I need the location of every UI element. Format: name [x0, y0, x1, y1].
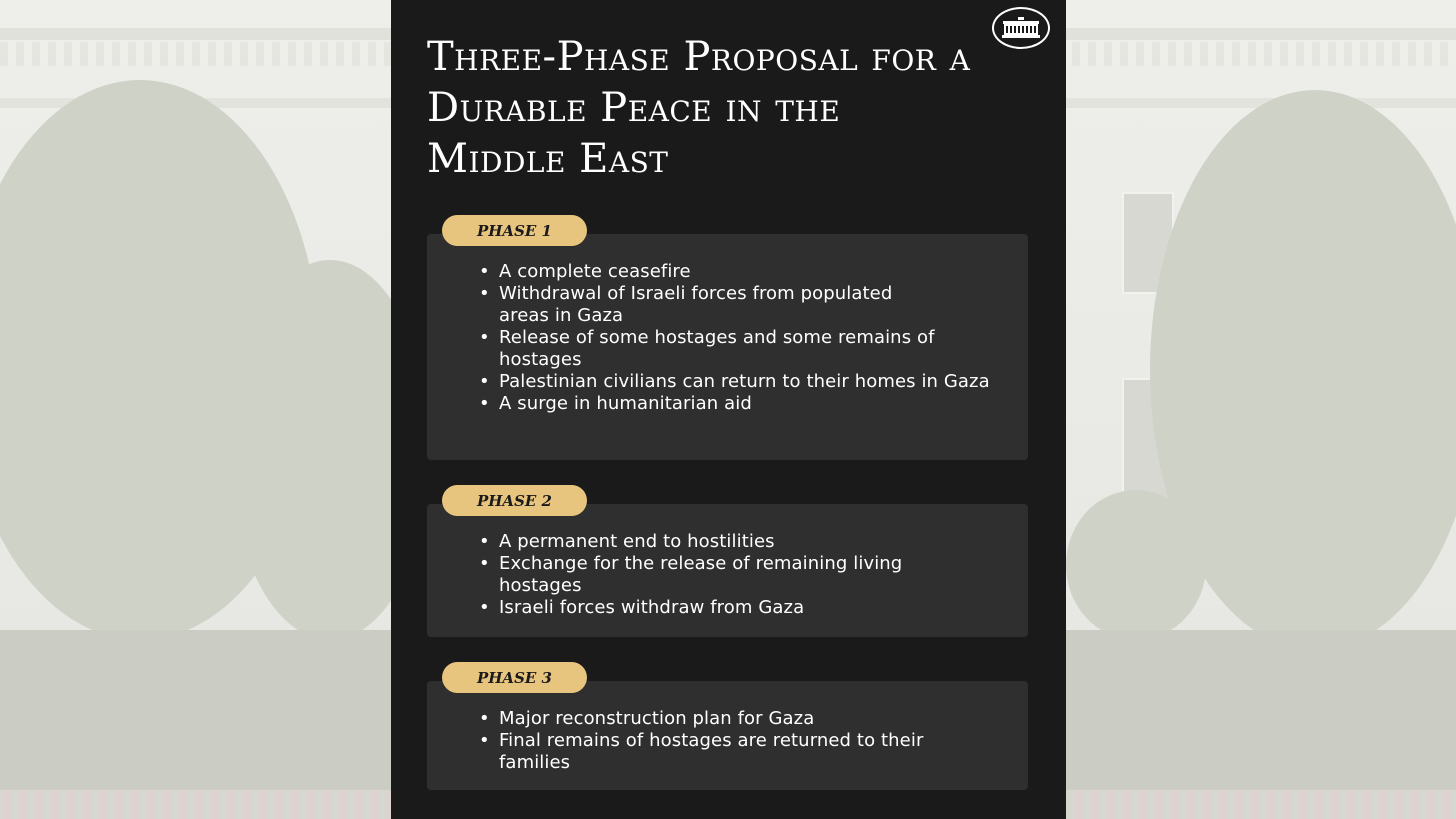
- list-item: • Release of some hostages and some remains of hostages: [499, 327, 999, 371]
- list-item: • Exchange for the release of remaining living hostages: [499, 553, 959, 597]
- phase-1-list: [499, 261, 999, 415]
- phase-1-card: [427, 234, 1028, 460]
- page-title: Three-Phase Proposal for a Durable Peace in the Middle East: [427, 34, 971, 182]
- phase-3-list: [499, 708, 999, 774]
- list-item: • A permanent end to hostilities: [499, 531, 999, 553]
- list-item: • Withdrawal of Israeli forces from populated areas in Gaza: [499, 283, 939, 327]
- list-item: • A surge in humanitarian aid: [499, 393, 999, 415]
- phase-3-badge: PHASE 3: [442, 662, 587, 693]
- background-tree: [1066, 490, 1206, 640]
- phase-2-card: [427, 504, 1028, 637]
- phase-2-list: [499, 531, 999, 619]
- phase-1-badge: PHASE 1: [442, 215, 587, 246]
- white-house-icon: [992, 7, 1050, 49]
- phase-3-card: [427, 681, 1028, 790]
- list-item: • A complete ceasefire: [499, 261, 999, 283]
- list-item: • Israeli forces withdraw from Gaza: [499, 597, 999, 619]
- list-item: • Final remains of hostages are returned to their families: [499, 730, 979, 774]
- list-item: • Major reconstruction plan for Gaza: [499, 708, 999, 730]
- list-item: • Palestinian civilians can return to their homes in Gaza: [499, 371, 999, 393]
- phase-2-badge: PHASE 2: [442, 485, 587, 516]
- white-house-icon-graphic: [1001, 16, 1041, 40]
